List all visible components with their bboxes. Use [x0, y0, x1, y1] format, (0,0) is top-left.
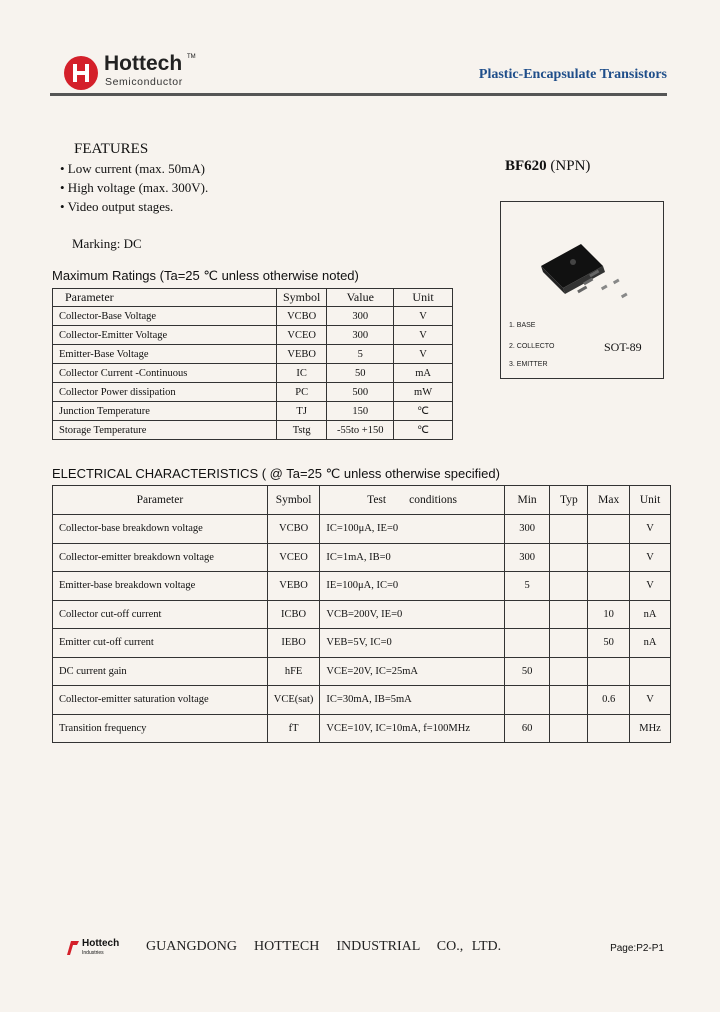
table-cell: VEBO [267, 572, 320, 601]
table-cell: PC [276, 383, 326, 402]
table-cell: Junction Temperature [53, 402, 277, 421]
package-diagram [500, 201, 664, 379]
footer-logo-icon [66, 940, 80, 956]
table-cell: Collector Power dissipation [53, 383, 277, 402]
header-cell: Test conditions [320, 486, 504, 515]
table-cell: nA [630, 629, 671, 658]
table-cell: ℃ [394, 421, 453, 440]
table-cell: Emitter cut-off current [53, 629, 268, 658]
max-ratings-table [52, 288, 453, 440]
table-cell: VCEO [267, 543, 320, 572]
table-cell: 300 [327, 307, 394, 326]
header-divider [50, 93, 667, 96]
table-row [53, 515, 671, 544]
table-cell: 5 [504, 572, 550, 601]
table-header-row [53, 289, 453, 307]
table-cell: V [630, 543, 671, 572]
table-cell: VCE=10V, IC=10mA, f=100MHz [320, 714, 504, 743]
table-row [53, 686, 671, 715]
table-row [53, 543, 671, 572]
max-ratings-title: Maximum Ratings (Ta=25 ℃ unless otherwise noted) [52, 268, 359, 283]
table-cell [588, 543, 630, 572]
table-cell: V [630, 572, 671, 601]
table-cell: 300 [504, 543, 550, 572]
table-cell: V [394, 326, 453, 345]
marking-code: Marking: DC [72, 236, 142, 251]
table-cell: Emitter-Base Voltage [53, 345, 277, 364]
table-cell [550, 515, 588, 544]
table-cell: VEBO [276, 345, 326, 364]
table-cell [550, 714, 588, 743]
table-cell: Collector-base breakdown voltage [53, 515, 268, 544]
table-cell: fT [267, 714, 320, 743]
table-cell: 50 [504, 657, 550, 686]
table-cell: IC=100μA, IE=0 [320, 515, 504, 544]
table-cell [588, 572, 630, 601]
table-cell: MHz [630, 714, 671, 743]
pin-label: 1. BASE [509, 322, 536, 329]
table-cell: V [630, 515, 671, 544]
table-row [53, 307, 453, 326]
table-cell [550, 686, 588, 715]
package-name: SOT-89 [604, 340, 642, 354]
table-cell: 50 [327, 364, 394, 383]
table-cell: 150 [327, 402, 394, 421]
table-cell: mA [394, 364, 453, 383]
table-row [53, 600, 671, 629]
table-cell: IC=1mA, IB=0 [320, 543, 504, 572]
electrical-title: ELECTRICAL CHARACTERISTICS ( @ Ta=25 ℃ unless otherwise specified) [52, 466, 500, 481]
electrical-table [52, 485, 671, 743]
brand-subtitle: Semiconductor [105, 76, 183, 88]
table-cell: 10 [588, 600, 630, 629]
header-cell: Symbol [276, 289, 326, 307]
table-row [53, 714, 671, 743]
table-cell [550, 600, 588, 629]
header-cell: Parameter [53, 289, 277, 307]
table-cell [504, 629, 550, 658]
table-cell: TJ [276, 402, 326, 421]
table-cell: Collector cut-off current [53, 600, 268, 629]
table-cell: 300 [327, 326, 394, 345]
features-title: FEATURES [74, 141, 149, 157]
header-cell: Unit [394, 289, 453, 307]
table-cell: Collector-Emitter Voltage [53, 326, 277, 345]
part-polarity: (NPN) [550, 158, 591, 174]
table-cell: VCBO [267, 515, 320, 544]
table-cell: V [394, 345, 453, 364]
pin-label: 2. COLLECTO [509, 343, 555, 350]
table-cell: Tstg [276, 421, 326, 440]
brand-trademark: TM [187, 54, 196, 60]
table-cell: VCB=200V, IE=0 [320, 600, 504, 629]
table-cell [550, 629, 588, 658]
table-cell: VCE(sat) [267, 686, 320, 715]
table-cell: hFE [267, 657, 320, 686]
table-cell: Transition frequency [53, 714, 268, 743]
table-cell: Collector-Base Voltage [53, 307, 277, 326]
table-cell [550, 543, 588, 572]
feature-item: • Video output stages. [60, 199, 174, 214]
table-cell [630, 657, 671, 686]
table-cell: IC [276, 364, 326, 383]
table-row [53, 421, 453, 440]
footer-logo-text: Hottech [82, 938, 120, 949]
sot89-package-icon [533, 236, 633, 306]
table-cell: VEB=5V, IC=0 [320, 629, 504, 658]
table-cell: V [394, 307, 453, 326]
table-cell [504, 600, 550, 629]
pin-label: 3. EMITTER [509, 361, 548, 368]
table-cell: 0.6 [588, 686, 630, 715]
table-row [53, 629, 671, 658]
brand-name: Hottech [104, 52, 183, 75]
header-cell: Unit [630, 486, 671, 515]
table-row [53, 572, 671, 601]
table-cell: VCBO [276, 307, 326, 326]
table-cell: 50 [588, 629, 630, 658]
footer-logo-sub: Industries [82, 950, 104, 956]
table-cell: IE=100μA, IC=0 [320, 572, 504, 601]
table-cell [588, 714, 630, 743]
table-cell: 5 [327, 345, 394, 364]
table-row [53, 345, 453, 364]
table-cell: -55to +150 [327, 421, 394, 440]
footer-company: GUANGDONG HOTTECH INDUSTRIAL CO., LTD. [146, 939, 502, 954]
company-logo [64, 56, 98, 90]
logo-h-icon [64, 56, 98, 90]
table-cell: ℃ [394, 402, 453, 421]
table-cell: mW [394, 383, 453, 402]
table-cell: Storage Temperature [53, 421, 277, 440]
table-cell: DC current gain [53, 657, 268, 686]
table-cell [504, 686, 550, 715]
table-cell: 300 [504, 515, 550, 544]
table-row [53, 657, 671, 686]
header-cell: Typ [550, 486, 588, 515]
table-row [53, 383, 453, 402]
header-cell: Max [588, 486, 630, 515]
table-cell: 60 [504, 714, 550, 743]
table-cell: Collector-emitter breakdown voltage [53, 543, 268, 572]
document-category: Plastic-Encapsulate Transistors [478, 67, 667, 82]
feature-item: • High voltage (max. 300V). [60, 180, 209, 195]
table-cell: nA [630, 600, 671, 629]
part-number [505, 158, 590, 175]
part-number-value: BF620 [505, 158, 547, 174]
table-row [53, 402, 453, 421]
table-cell: VCE=20V, IC=25mA [320, 657, 504, 686]
table-cell [588, 657, 630, 686]
table-cell: 500 [327, 383, 394, 402]
table-cell: V [630, 686, 671, 715]
table-cell: ICBO [267, 600, 320, 629]
header-cell: Value [327, 289, 394, 307]
feature-item: • Low current (max. 50mA) [60, 161, 205, 176]
table-cell [588, 515, 630, 544]
table-cell: Emitter-base breakdown voltage [53, 572, 268, 601]
page-number: Page:P2-P1 [610, 943, 664, 954]
table-cell: Collector Current -Continuous [53, 364, 277, 383]
table-cell [550, 572, 588, 601]
table-cell: IC=30mA, IB=5mA [320, 686, 504, 715]
table-row [53, 326, 453, 345]
table-header-row [53, 486, 671, 515]
table-cell: Collector-emitter saturation voltage [53, 686, 268, 715]
table-row [53, 364, 453, 383]
header-cell: Min [504, 486, 550, 515]
table-cell [550, 657, 588, 686]
header-cell: Parameter [53, 486, 268, 515]
table-cell: VCEO [276, 326, 326, 345]
table-cell: IEBO [267, 629, 320, 658]
header-cell: Symbol [267, 486, 320, 515]
